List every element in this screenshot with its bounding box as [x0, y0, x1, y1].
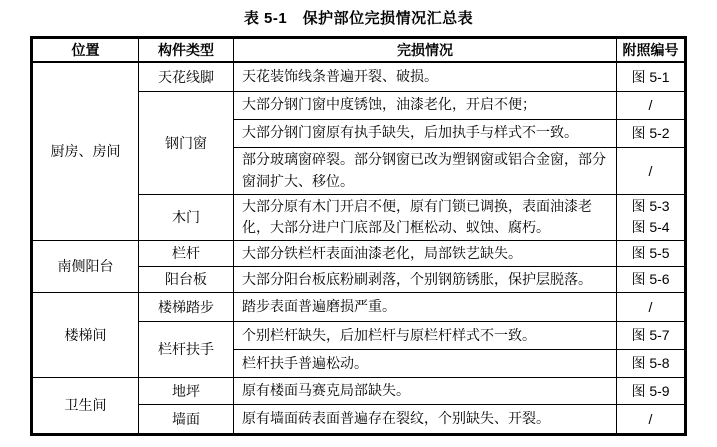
photo-cell: /: [617, 404, 686, 434]
photo-cell: 图 5-5: [617, 240, 686, 266]
photo-cell: 图 5-7: [617, 321, 686, 349]
photo-cell: /: [617, 292, 686, 321]
photo-cell: /: [617, 147, 686, 194]
table-row: [32, 240, 686, 266]
location-cell: 南侧阳台: [32, 240, 139, 292]
component-cell: 地坪: [139, 377, 234, 404]
condition-cell: 大部分原有木门开启不便，原有门锁已调换，表面油漆老化，大部分进户门底部及门框松动、蚁蚀、腐朽。: [234, 194, 617, 240]
condition-cell: 部分玻璃窗碎裂。部分钢窗已改为塑钢窗或铝合金窗，部分窗洞扩大、移位。: [234, 147, 617, 194]
photo-cell: 图 5-2: [617, 119, 686, 147]
photo-cell: /: [617, 91, 686, 119]
component-cell: 木门: [139, 194, 234, 240]
component-cell: 钢门窗: [139, 91, 234, 194]
table-title: 表 5-1 保护部位完损情况汇总表: [243, 10, 474, 27]
header-location: 位置: [32, 38, 139, 63]
photo-cell: 图 5-6: [617, 266, 686, 292]
condition-cell: 个别栏杆缺失，后加栏杆与原栏杆样式不一致。: [234, 321, 617, 349]
condition-cell: 栏杆扶手普遍松动。: [234, 349, 617, 377]
location-cell: 厨房、房间: [32, 62, 139, 240]
photo-cell: 图 5-1: [617, 62, 686, 91]
location-cell: 楼梯间: [32, 292, 139, 377]
component-cell: 楼梯踏步: [139, 292, 234, 321]
condition-cell: 原有楼面马赛克局部缺失。: [234, 377, 617, 404]
component-cell: 栏杆扶手: [139, 321, 234, 377]
photo-cell: 图 5-8: [617, 349, 686, 377]
photo-ref: 图 5-4: [631, 219, 670, 236]
photo-cell: 图 5-9: [617, 377, 686, 404]
photo-ref: 图 5-3: [631, 197, 670, 214]
condition-cell: 大部分钢门窗中度锈蚀，油漆老化，开启不便；: [234, 91, 617, 119]
component-cell: 栏杆: [139, 240, 234, 266]
table-row: [32, 62, 686, 91]
condition-cell: 大部分钢门窗原有执手缺失，后加执手与样式不一致。: [234, 119, 617, 147]
table-row: [32, 292, 686, 321]
header-component-type: 构件类型: [139, 38, 234, 63]
header-condition: 完损情况: [234, 38, 617, 63]
component-cell: 天花线脚: [139, 62, 234, 91]
condition-cell: 天花装饰线条普遍开裂、破损。: [234, 62, 617, 91]
condition-cell: 原有墙面砖表面普遍存在裂纹，个别缺失、开裂。: [234, 404, 617, 434]
damage-summary-table: [30, 36, 687, 436]
component-cell: 阳台板: [139, 266, 234, 292]
condition-cell: 踏步表面普遍磨损严重。: [234, 292, 617, 321]
location-cell: 卫生间: [32, 377, 139, 434]
photo-cell: [617, 194, 686, 240]
header-photo-number: 附照编号: [617, 38, 686, 63]
header-row: [32, 38, 686, 63]
condition-cell: 大部分铁栏杆表面油漆老化，局部铁艺缺失。: [234, 240, 617, 266]
condition-cell: 大部分阳台板底粉刷剥落，个别钢筋锈胀，保护层脱落。: [234, 266, 617, 292]
component-cell: 墙面: [139, 404, 234, 434]
table-row: [32, 377, 686, 404]
